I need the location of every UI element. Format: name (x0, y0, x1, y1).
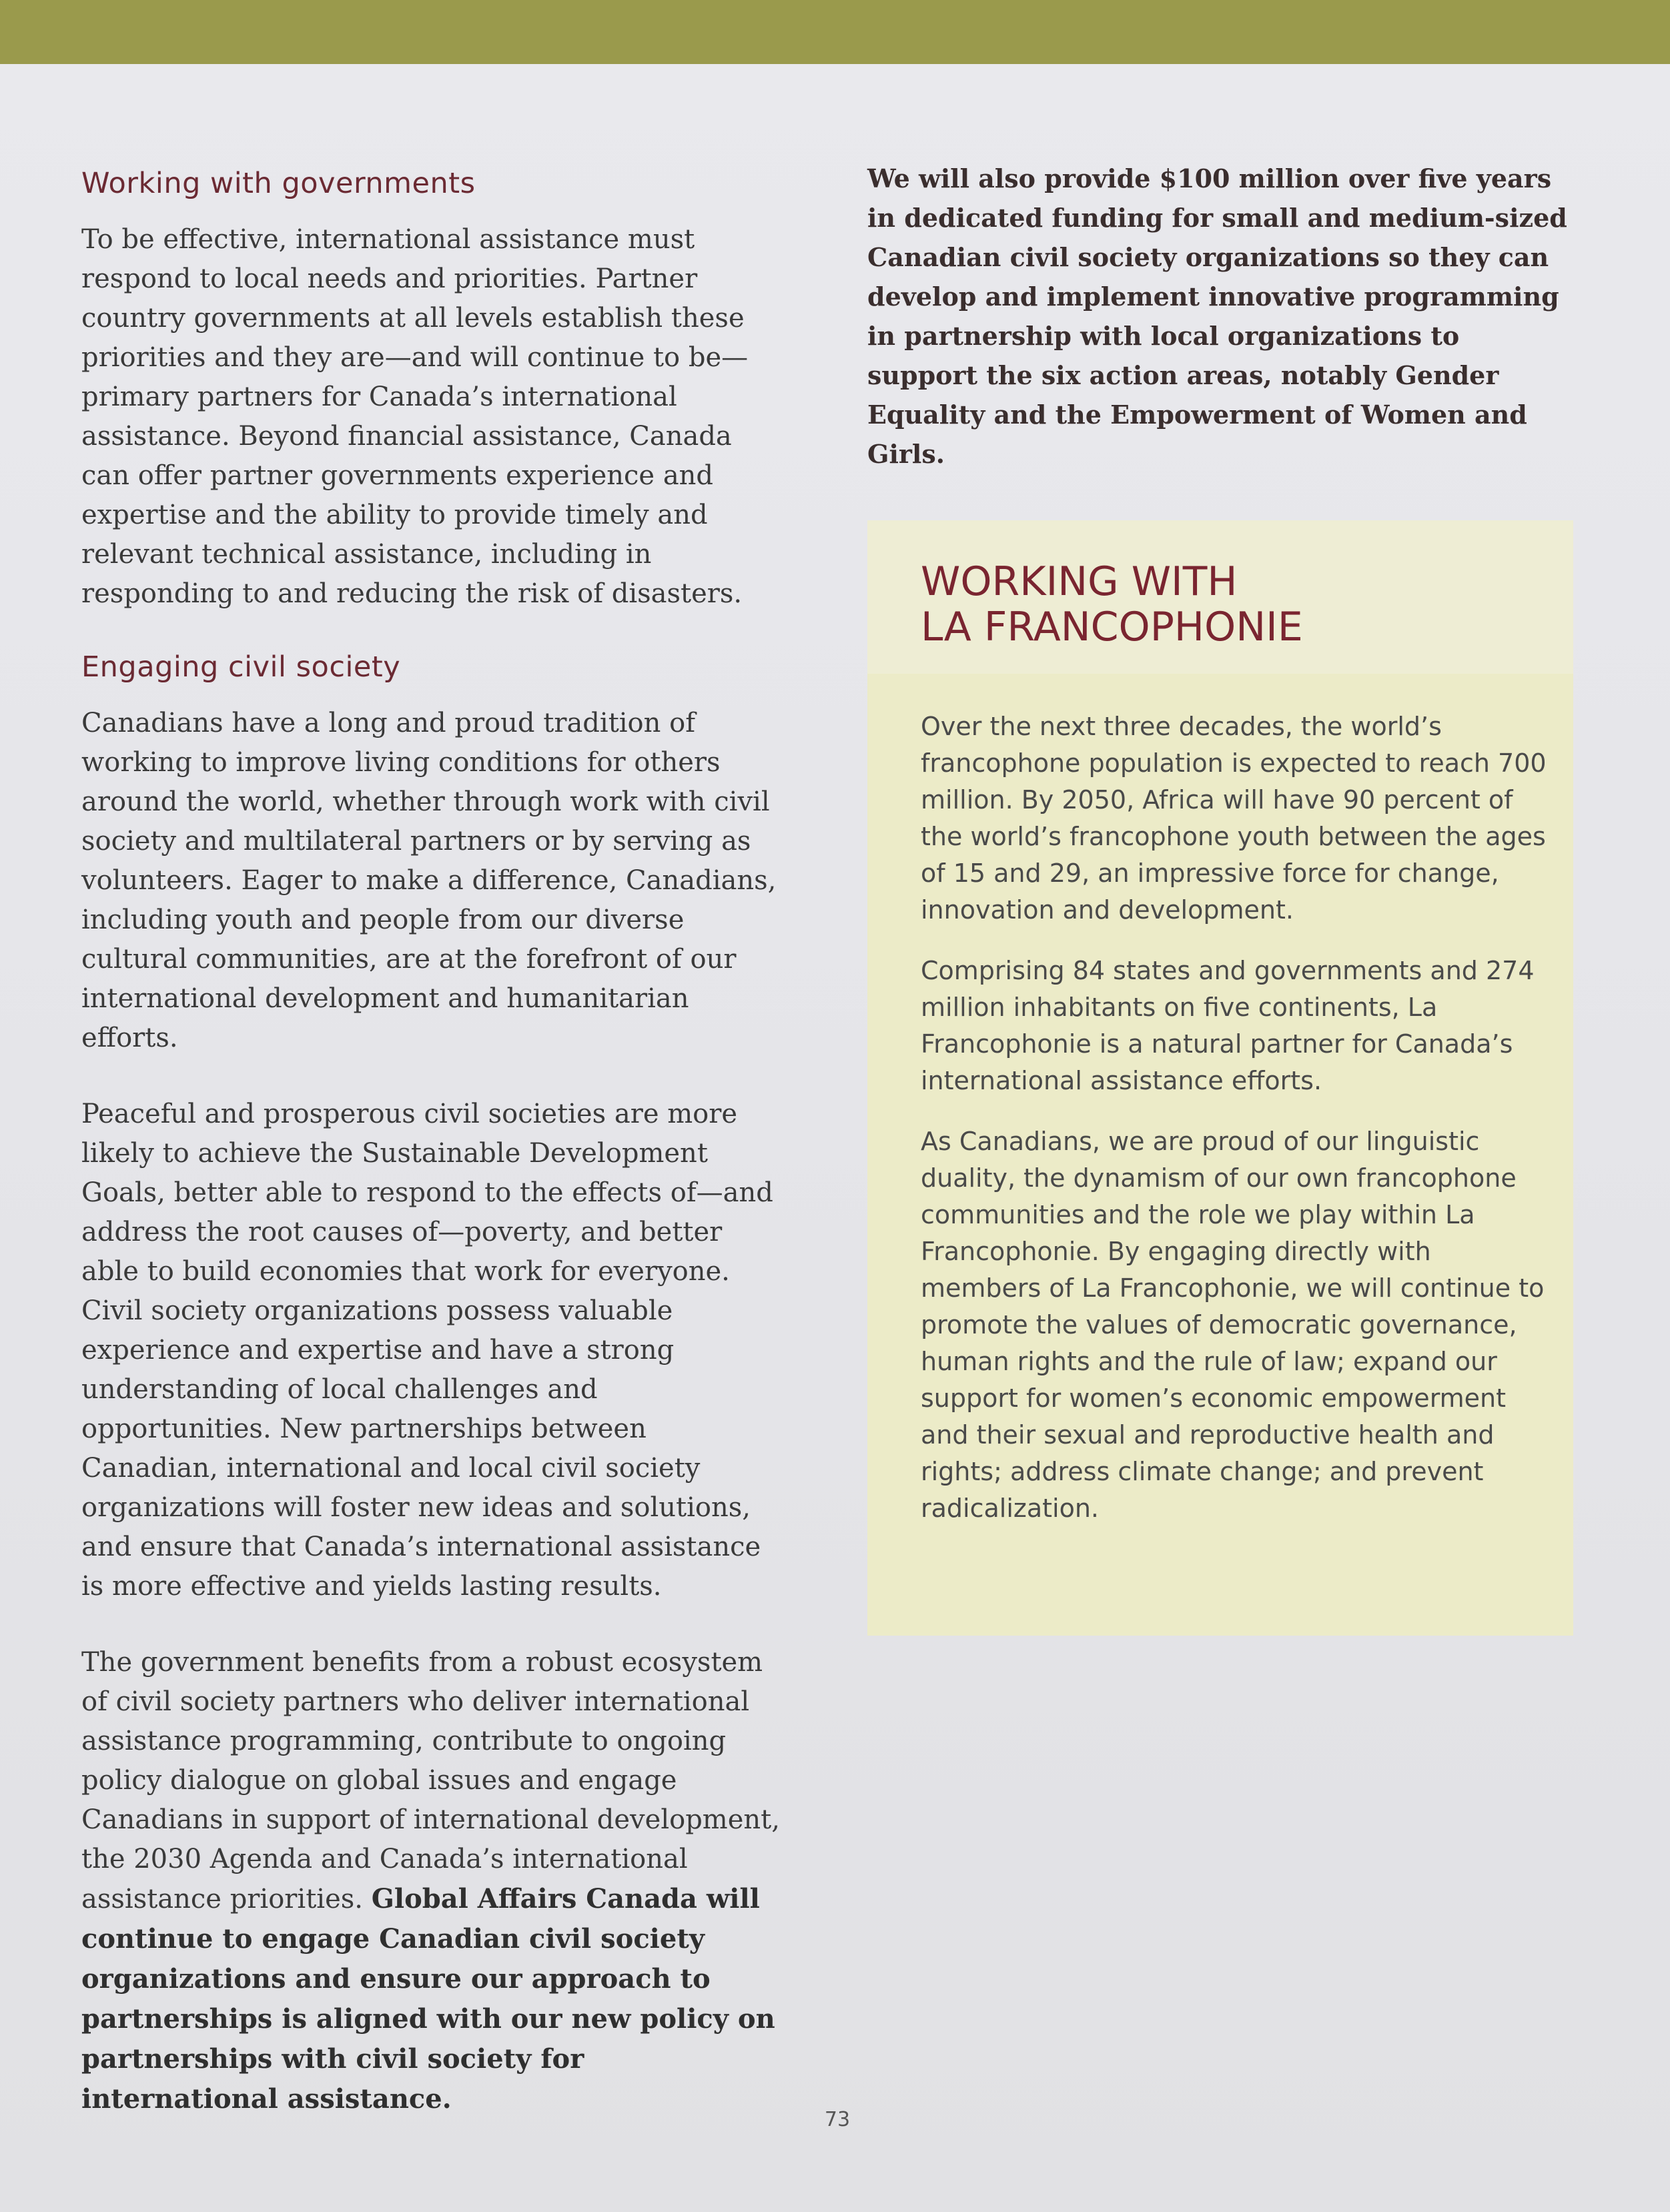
callout-paragraph-membership: Comprising 84 states and governments and 274 million inhabitants on five continents, La Francophonie is a natural partner for Canada’s international assistance efforts. (921, 956, 1535, 1095)
paragraph-civil-societies: Peaceful and prosperous civil societies are more likely to achieve the Sustainable Development Goals, better able to respond to the effects of—and address the root causes of—poverty, and better able to build economies that work for everyone. Civil society organizations possess valuable experience and expertise and have a strong understanding of local challenges and opportunities. New partnerships between Canadian, international and local civil society organizations will foster new ideas and solutions, and ensure that Canada’s international assistance is more effective and yields lasting results. (81, 1099, 773, 1602)
paragraph-governments: To be effective, international assistance must respond to local needs and priorities. Partner country governments at all levels establish these priorities and they are—and will continue to be—primary partners for Canada’s international assistance. Beyond financial assistance, Canada can offer partner governments experience and expertise and the ability to provide timely and relevant technical assistance, including in responding to and reducing the risk of disasters. (81, 224, 749, 609)
callout-paragraph-linguistic-duality: As Canadians, we are proud of our linguistic duality, the dynamism of our own francophone communities and the role we play within La Francophonie. By engaging directly with members of La Francophonie, we will continue to promote the values of democratic governance, human rights and the rule of law; expand our support for women’s economic empowerment and their sexual and reproductive health and rights; address climate change; and prevent radicalization. (921, 1127, 1545, 1523)
callout-title-line2: LA FRANCOPHONIE (921, 604, 1303, 650)
paragraph-government-benefits (81, 1643, 787, 2119)
paragraph-government-benefits-regular: The government benefits from a robust ecosystem of civil society partners who deliver international assistance programming, contribute to ongoing policy dialogue on global issues and engage Canadians in support of international development, the 2030 Agenda and Canada’s international assistance priorities. (81, 1647, 780, 1914)
callout-body (867, 674, 1573, 1527)
callout-title (921, 559, 1573, 650)
callout-header (867, 520, 1573, 674)
callout-title-line1: WORKING WITH (921, 558, 1238, 605)
page-number: 73 (824, 2108, 851, 2131)
heading-working-with-governments: Working with governments (81, 167, 476, 200)
paragraph-government-benefits-bold: Global Affairs Canada will continue to engage Canadian civil society organizations and ensure our approach to partnerships is aligned with our new policy on partnerships with civil society for international assistance. (81, 1883, 775, 2115)
right-column (867, 159, 1575, 474)
top-color-band (0, 0, 1670, 64)
callout-paragraph-population: Over the next three decades, the world’s francophone population is expected to reach 700 million. By 2050, Africa will have 90 percent of the world’s francophone youth between the ages of 15 and 29, an impressive force for change, innovation and development. (921, 712, 1547, 925)
francophonie-callout-box (867, 520, 1573, 1636)
heading-engaging-civil-society: Engaging civil society (81, 650, 401, 684)
left-column (81, 167, 787, 2156)
paragraph-canadians-tradition: Canadians have a long and proud tradition of working to improve living conditions for others around the world, whether through work with civil society and multilateral partners or by serving as volunteers. Eager to make a difference, Canadians, including youth and people from our diverse cultural communities, are at the forefront of our international development and humanitarian efforts. (81, 708, 777, 1053)
funding-statement: We will also provide $100 million over five years in dedicated funding for small and medium-sized Canadian civil society organizations so they can develop and implement innovative programming in partnership with local organizations to support the six action areas, notably Gender Equality and the Empowerment of Women and Girls. (867, 163, 1567, 469)
